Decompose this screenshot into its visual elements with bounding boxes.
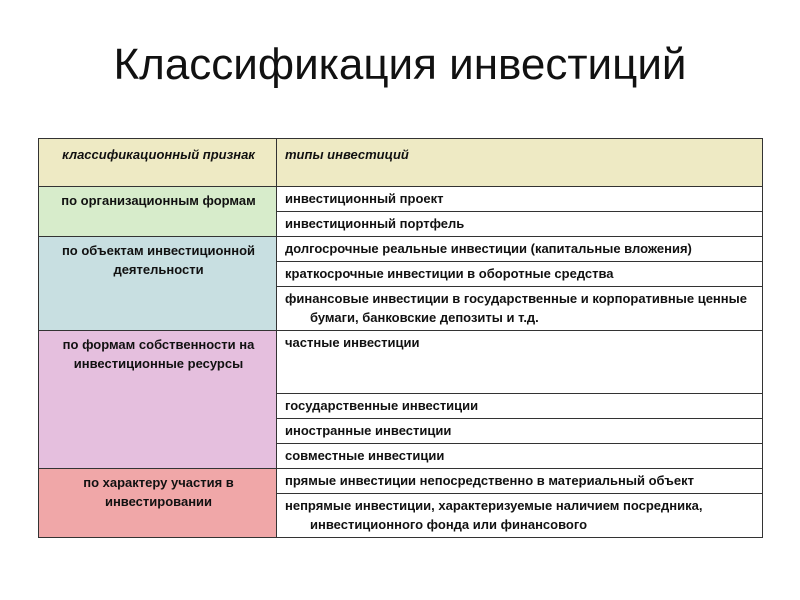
table-header-row — [39, 139, 763, 187]
type-cell: прямые инвестиции непосредственно в материальный объект — [277, 469, 763, 494]
table-row — [39, 187, 763, 212]
type-cell: инвестиционный проект — [277, 187, 763, 212]
feature-cell: по организационным формам — [39, 187, 277, 237]
type-cell: государственные инвестиции — [277, 394, 763, 419]
table-row — [39, 469, 763, 494]
type-cell: инвестиционный портфель — [277, 212, 763, 237]
type-cell: долгосрочные реальные инвестиции (капитальные вложения) — [277, 237, 763, 262]
table-row — [39, 237, 763, 262]
slide-title: Классификация инвестиций — [113, 40, 687, 89]
type-cell: краткосрочные инвестиции в оборотные средства — [277, 262, 763, 287]
feature-cell: по объектам инвестиционной деятельности — [39, 237, 277, 331]
type-cell: непрямые инвестиции, характеризуемые наличием посредника, инвестиционного фонда или финансового — [277, 494, 763, 538]
type-cell: финансовые инвестиции в государственные и корпоративные ценные бумаги, банковские депозиты и т.д. — [277, 287, 763, 331]
type-cell: совместные инвестиции — [277, 444, 763, 469]
table-row — [39, 331, 763, 394]
feature-cell: по характеру участия в инвестировании — [39, 469, 277, 538]
classification-table — [38, 138, 763, 538]
type-cell: иностранные инвестиции — [277, 419, 763, 444]
header-types: типы инвестиций — [277, 139, 763, 187]
type-cell: частные инвестиции — [277, 331, 763, 394]
feature-cell: по формам собственности на инвестиционные ресурсы — [39, 331, 277, 469]
header-feature: классификационный признак — [39, 139, 277, 187]
